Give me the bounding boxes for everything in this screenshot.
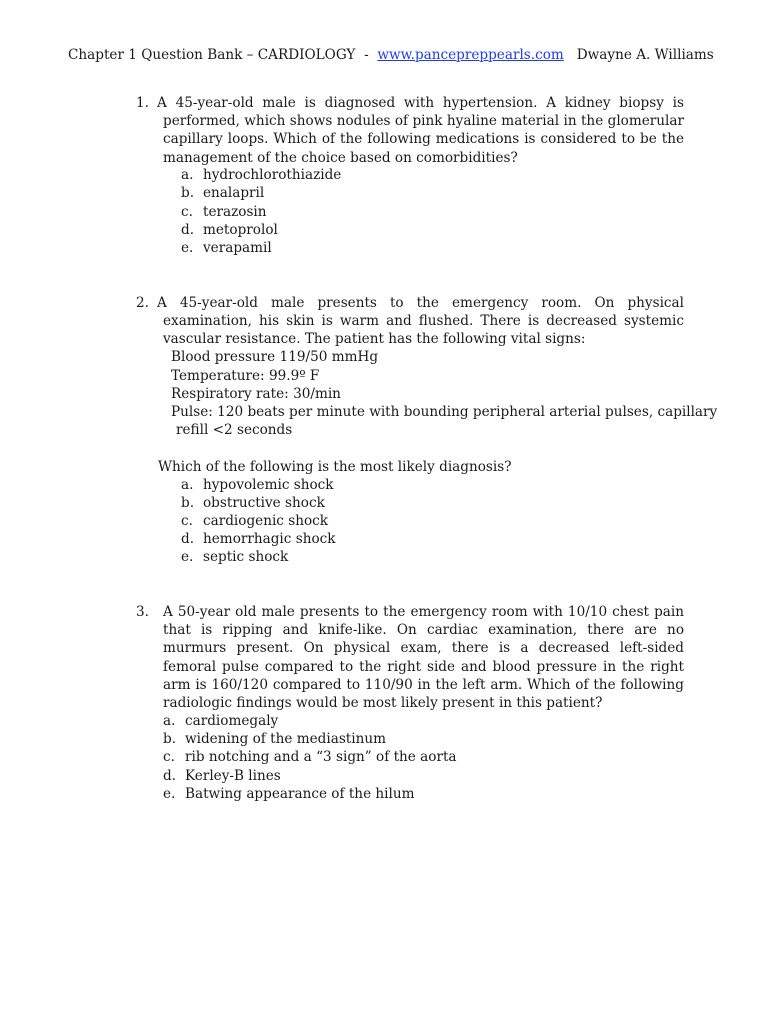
header-separator: - bbox=[364, 47, 369, 63]
question-number: 2. bbox=[136, 295, 149, 311]
question-3 bbox=[136, 603, 684, 712]
header-author: Dwayne A. Williams bbox=[576, 47, 714, 63]
answer-option: a. hypovolemic shock bbox=[181, 477, 334, 493]
vital-sign: Temperature: 99.9º F bbox=[171, 368, 320, 384]
question-stem: A 45-year-old male is diagnosed with hypertension. A kidney biopsy is performed, which shows nodules of pink hyaline material in the glomerular capillary loops. Which of the following medications is considered to be the management of the choice based on comorbidities? bbox=[157, 95, 684, 166]
question-prompt: Which of the following is the most likely diagnosis? bbox=[158, 459, 512, 475]
answer-option: a. cardiomegaly bbox=[163, 713, 279, 729]
vital-sign: Pulse: 120 beats per minute with bounding peripheral arterial pulses, capillary bbox=[171, 404, 718, 420]
question-1 bbox=[136, 94, 684, 167]
vital-sign: refill <2 seconds bbox=[176, 422, 293, 438]
question-number: 3. bbox=[136, 604, 149, 620]
answer-option: b. enalapril bbox=[181, 185, 265, 201]
answer-option: b. widening of the mediastinum bbox=[163, 731, 387, 747]
page-header bbox=[68, 47, 714, 63]
answer-option: d. Kerley-B lines bbox=[163, 768, 281, 784]
answer-option: c. terazosin bbox=[181, 204, 267, 220]
question-number: 1. bbox=[136, 95, 149, 111]
vital-sign: Blood pressure 119/50 mmHg bbox=[171, 349, 379, 365]
header-title: Chapter 1 Question Bank – CARDIOLOGY bbox=[68, 47, 356, 63]
answer-option: d. hemorrhagic shock bbox=[181, 531, 336, 547]
answer-option: d. metoprolol bbox=[181, 222, 278, 238]
answer-option: e. septic shock bbox=[181, 549, 289, 565]
answer-option: b. obstructive shock bbox=[181, 495, 325, 511]
vital-sign: Respiratory rate: 30/min bbox=[171, 386, 341, 402]
question-stem: A 50-year old male presents to the emergency room with 10/10 chest pain that is ripping and knife-like. On cardiac examination, there are no murmurs present. On physical exam, there is a decreased left-sided femoral pulse compared to the right side and blood pressure in the right arm is 160/120 compared to 110/90 in the left arm. Which of the following radiologic findings would be most likely present in this patient? bbox=[163, 604, 684, 712]
website-link[interactable]: www.pancepreppearls.com bbox=[377, 47, 564, 63]
answer-option: c. cardiogenic shock bbox=[181, 513, 328, 529]
question-2 bbox=[136, 294, 684, 349]
answer-option: c. rib notching and a “3 sign” of the aorta bbox=[163, 749, 457, 765]
answer-option: e. verapamil bbox=[181, 240, 272, 256]
answer-option: e. Batwing appearance of the hilum bbox=[163, 786, 415, 802]
answer-option: a. hydrochlorothiazide bbox=[181, 167, 342, 183]
question-stem: A 45-year-old male presents to the emergency room. On physical examination, his skin is warm and flushed. There is decreased systemic vascular resistance. The patient has the following vital signs: bbox=[157, 295, 684, 348]
